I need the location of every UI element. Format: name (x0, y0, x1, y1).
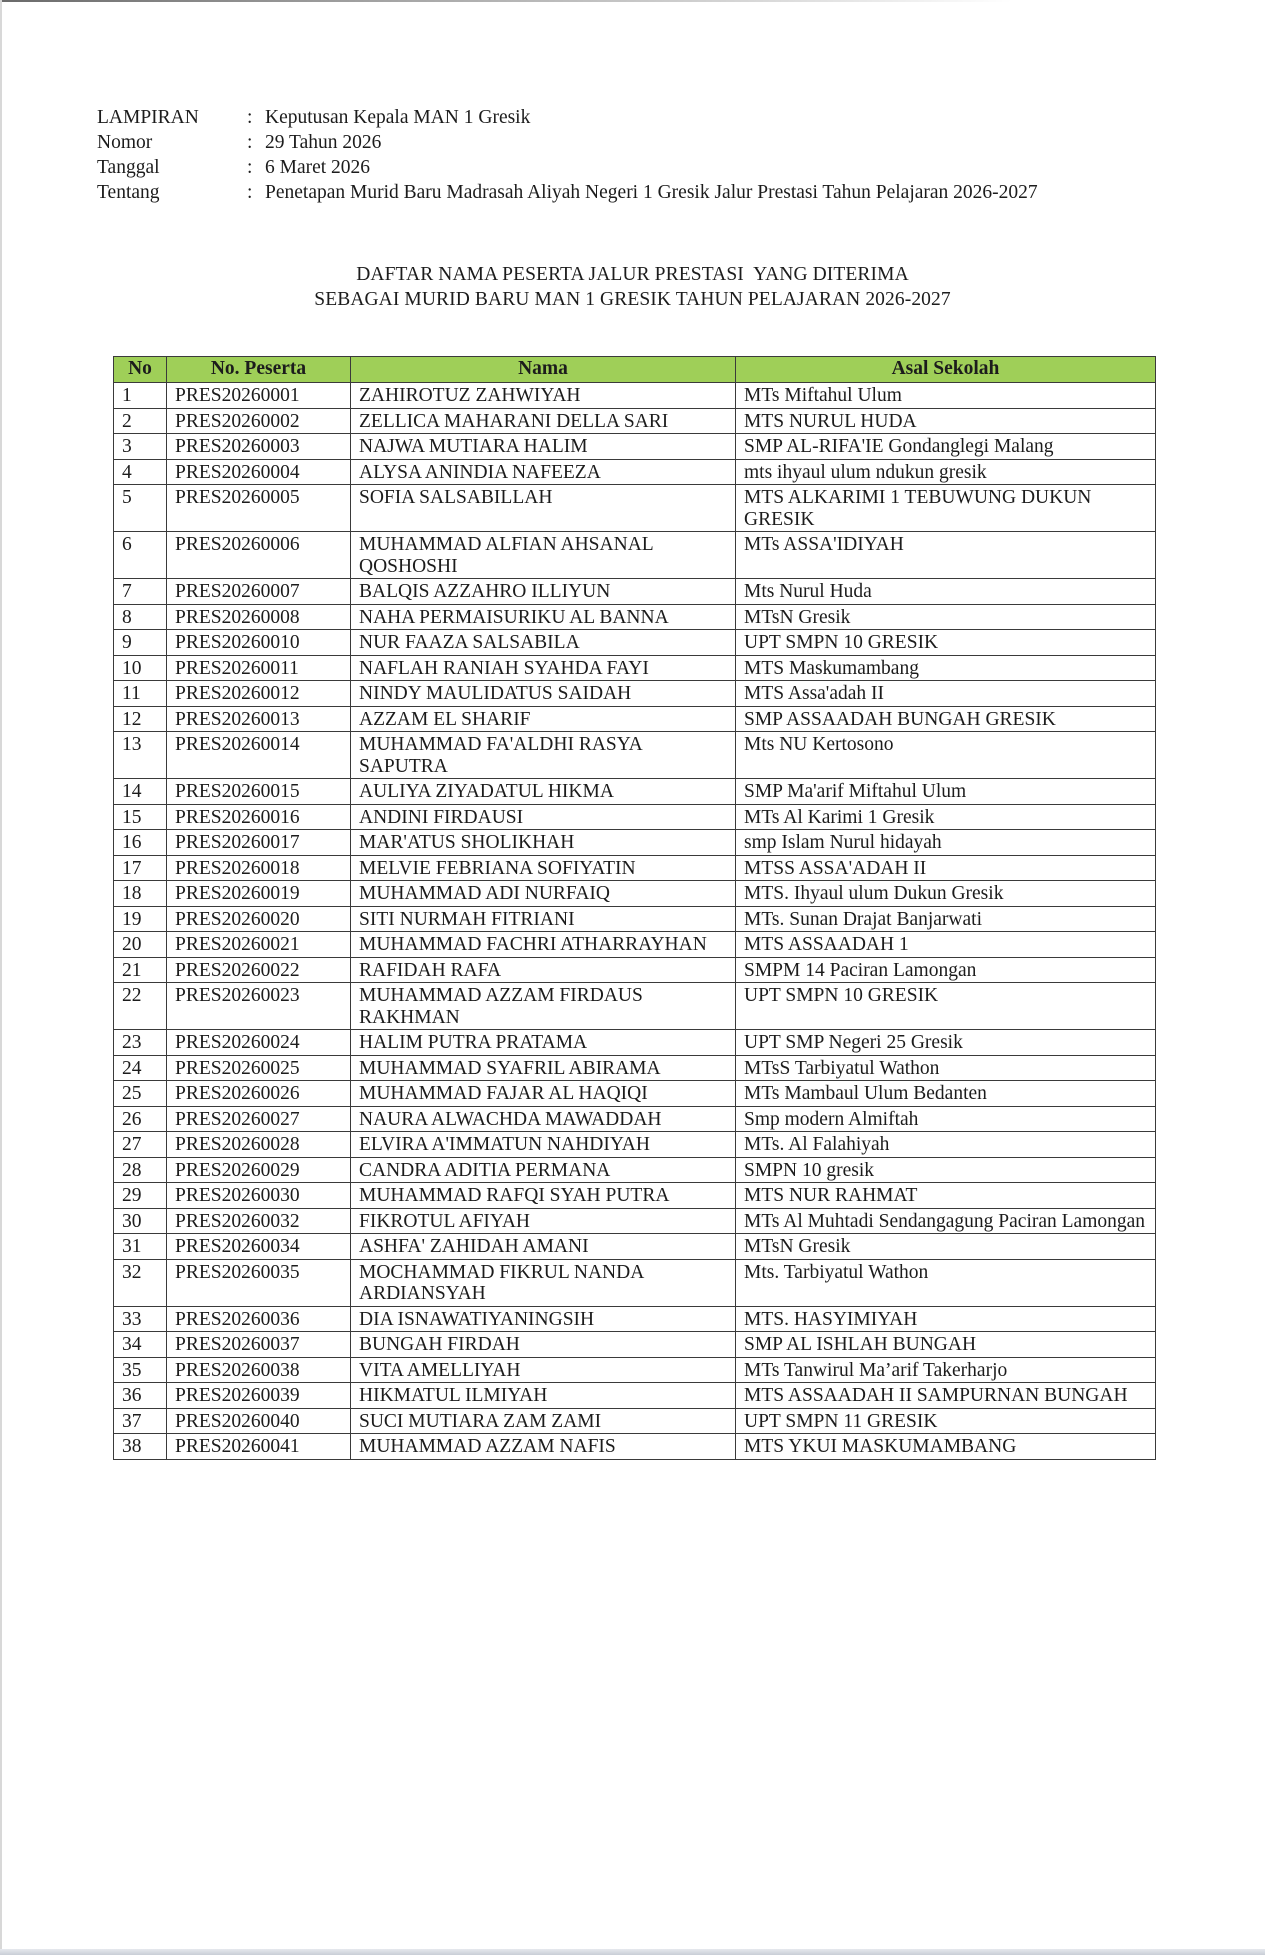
cell-no-peserta: PRES20260022 (167, 957, 351, 983)
cell-no: 16 (114, 830, 167, 856)
cell-asal-sekolah: Mts NU Kertosono (736, 732, 1156, 779)
table-row (114, 459, 1156, 485)
cell-no: 17 (114, 855, 167, 881)
table-row (114, 408, 1156, 434)
cell-no: 33 (114, 1306, 167, 1332)
cell-nama: ZAHIROTUZ ZAHWIYAH (351, 383, 736, 409)
cell-nama: MUHAMMAD FA'ALDHI RASYA SAPUTRA (351, 732, 736, 779)
table-row (114, 881, 1156, 907)
cell-no: 34 (114, 1332, 167, 1358)
cell-no-peserta: PRES20260002 (167, 408, 351, 434)
table-row (114, 706, 1156, 732)
cell-no: 32 (114, 1259, 167, 1306)
table-row (114, 434, 1156, 460)
cell-nama: BUNGAH FIRDAH (351, 1332, 736, 1358)
cell-asal-sekolah: UPT SMP Negeri 25 Gresik (736, 1030, 1156, 1056)
table-body (114, 383, 1156, 1460)
table-row (114, 1234, 1156, 1260)
cell-asal-sekolah: Smp modern Almiftah (736, 1106, 1156, 1132)
cell-asal-sekolah: MTS. Ihyaul ulum Dukun Gresik (736, 881, 1156, 907)
table-row (114, 604, 1156, 630)
cell-no-peserta: PRES20260012 (167, 681, 351, 707)
cell-no: 4 (114, 459, 167, 485)
cell-no-peserta: PRES20260030 (167, 1183, 351, 1209)
cell-no-peserta: PRES20260040 (167, 1408, 351, 1434)
cell-no: 8 (114, 604, 167, 630)
cell-no-peserta: PRES20260008 (167, 604, 351, 630)
cell-nama: SITI NURMAH FITRIANI (351, 906, 736, 932)
table-row (114, 1183, 1156, 1209)
cell-nama: MAR'ATUS SHOLIKHAH (351, 830, 736, 856)
cell-nama: NAJWA MUTIARA HALIM (351, 434, 736, 460)
scan-edge-top (0, 0, 1265, 2)
meta-key: Tentang (97, 182, 160, 203)
cell-no: 26 (114, 1106, 167, 1132)
cell-no-peserta: PRES20260034 (167, 1234, 351, 1260)
cell-no-peserta: PRES20260017 (167, 830, 351, 856)
cell-asal-sekolah: SMP AL-RIFA'IE Gondanglegi Malang (736, 434, 1156, 460)
cell-no-peserta: PRES20260039 (167, 1383, 351, 1409)
cell-asal-sekolah: MTs ASSA'IDIYAH (736, 532, 1156, 579)
cell-no: 30 (114, 1208, 167, 1234)
cell-nama: AZZAM EL SHARIF (351, 706, 736, 732)
cell-no: 1 (114, 383, 167, 409)
table-row (114, 1157, 1156, 1183)
table-row (114, 1383, 1156, 1409)
cell-no: 21 (114, 957, 167, 983)
meta-value: Keputusan Kepala MAN 1 Gresik (265, 107, 531, 128)
table-row (114, 1259, 1156, 1306)
table-row (114, 1408, 1156, 1434)
cell-asal-sekolah: MTSS ASSA'ADAH II (736, 855, 1156, 881)
cell-asal-sekolah: Mts. Tarbiyatul Wathon (736, 1259, 1156, 1306)
cell-asal-sekolah: MTs. Sunan Drajat Banjarwati (736, 906, 1156, 932)
cell-nama: NAHA PERMAISURIKU AL BANNA (351, 604, 736, 630)
cell-no-peserta: PRES20260037 (167, 1332, 351, 1358)
cell-no: 11 (114, 681, 167, 707)
table-row (114, 1306, 1156, 1332)
cell-nama: DIA ISNAWATIYANINGSIH (351, 1306, 736, 1332)
meta-key: LAMPIRAN (97, 107, 199, 128)
cell-no: 15 (114, 804, 167, 830)
table-header-row (114, 357, 1156, 383)
cell-no: 6 (114, 532, 167, 579)
cell-nama: NAURA ALWACHDA MAWADDAH (351, 1106, 736, 1132)
cell-asal-sekolah: smp Islam Nurul hidayah (736, 830, 1156, 856)
table-row (114, 779, 1156, 805)
cell-asal-sekolah: UPT SMPN 10 GRESIK (736, 630, 1156, 656)
cell-no: 28 (114, 1157, 167, 1183)
cell-nama: VITA AMELLIYAH (351, 1357, 736, 1383)
cell-no-peserta: PRES20260014 (167, 732, 351, 779)
table-row (114, 855, 1156, 881)
cell-no-peserta: PRES20260021 (167, 932, 351, 958)
cell-no-peserta: PRES20260041 (167, 1434, 351, 1460)
table-row (114, 681, 1156, 707)
cell-no: 35 (114, 1357, 167, 1383)
cell-no: 7 (114, 579, 167, 605)
cell-nama: SOFIA SALSABILLAH (351, 485, 736, 532)
cell-no: 19 (114, 906, 167, 932)
meta-colon: : (247, 182, 253, 203)
table-row (114, 1081, 1156, 1107)
cell-no-peserta: PRES20260011 (167, 655, 351, 681)
meta-colon: : (247, 132, 253, 153)
cell-no: 29 (114, 1183, 167, 1209)
cell-no-peserta: PRES20260018 (167, 855, 351, 881)
cell-asal-sekolah: MTs Al Karimi 1 Gresik (736, 804, 1156, 830)
cell-asal-sekolah: SMP ASSAADAH BUNGAH GRESIK (736, 706, 1156, 732)
cell-nama: ANDINI FIRDAUSI (351, 804, 736, 830)
meta-colon: : (247, 107, 253, 128)
accepted-students-table (113, 356, 1156, 1460)
cell-asal-sekolah: UPT SMPN 10 GRESIK (736, 983, 1156, 1030)
meta-tentang (97, 180, 1165, 205)
cell-nama: NUR FAAZA SALSABILA (351, 630, 736, 656)
cell-no: 3 (114, 434, 167, 460)
cell-nama: MELVIE FEBRIANA SOFIYATIN (351, 855, 736, 881)
cell-asal-sekolah: MTS Assa'adah II (736, 681, 1156, 707)
table-row (114, 830, 1156, 856)
cell-nama: MUHAMMAD FACHRI ATHARRAYHAN (351, 932, 736, 958)
cell-nama: MUHAMMAD FAJAR AL HAQIQI (351, 1081, 736, 1107)
cell-asal-sekolah: UPT SMPN 11 GRESIK (736, 1408, 1156, 1434)
cell-no: 18 (114, 881, 167, 907)
meta-tanggal (97, 155, 1165, 180)
cell-no: 24 (114, 1055, 167, 1081)
table-row (114, 655, 1156, 681)
cell-no: 25 (114, 1081, 167, 1107)
table-row (114, 485, 1156, 532)
cell-asal-sekolah: MTS. HASYIMIYAH (736, 1306, 1156, 1332)
meta-lampiran (97, 105, 1165, 130)
table-row (114, 1132, 1156, 1158)
cell-nama: MUHAMMAD AZZAM FIRDAUS RAKHMAN (351, 983, 736, 1030)
cell-no: 12 (114, 706, 167, 732)
document-metadata (97, 105, 1165, 205)
cell-no-peserta: PRES20260026 (167, 1081, 351, 1107)
cell-no: 36 (114, 1383, 167, 1409)
title-line-2: SEBAGAI MURID BARU MAN 1 GRESIK TAHUN PELAJARAN 2026-2027 (314, 289, 951, 310)
cell-nama: ASHFA' ZAHIDAH AMANI (351, 1234, 736, 1260)
cell-no: 13 (114, 732, 167, 779)
cell-nama: HIKMATUL ILMIYAH (351, 1383, 736, 1409)
cell-nama: BALQIS AZZAHRO ILLIYUN (351, 579, 736, 605)
cell-no-peserta: PRES20260019 (167, 881, 351, 907)
cell-nama: MUHAMMAD ALFIAN AHSANAL QOSHOSHI (351, 532, 736, 579)
cell-no: 22 (114, 983, 167, 1030)
cell-no-peserta: PRES20260035 (167, 1259, 351, 1306)
cell-no: 37 (114, 1408, 167, 1434)
cell-asal-sekolah: mts ihyaul ulum ndukun gresik (736, 459, 1156, 485)
cell-no-peserta: PRES20260027 (167, 1106, 351, 1132)
column-header-no: No (114, 357, 167, 383)
table-row (114, 383, 1156, 409)
cell-asal-sekolah: MTs Al Muhtadi Sendangagung Paciran Lamongan (736, 1208, 1156, 1234)
cell-nama: ALYSA ANINDIA NAFEEZA (351, 459, 736, 485)
meta-value: Penetapan Murid Baru Madrasah Aliyah Negeri 1 Gresik Jalur Prestasi Tahun Pelajaran 2026-2027 (265, 182, 1038, 203)
cell-asal-sekolah: MTs Tanwirul Ma’arif Takerharjo (736, 1357, 1156, 1383)
table-row (114, 1434, 1156, 1460)
cell-no-peserta: PRES20260013 (167, 706, 351, 732)
cell-no: 10 (114, 655, 167, 681)
cell-no-peserta: PRES20260029 (167, 1157, 351, 1183)
cell-asal-sekolah: MTsN Gresik (736, 1234, 1156, 1260)
cell-nama: HALIM PUTRA PRATAMA (351, 1030, 736, 1056)
cell-no-peserta: PRES20260015 (167, 779, 351, 805)
cell-no: 20 (114, 932, 167, 958)
table-row (114, 1030, 1156, 1056)
cell-no-peserta: PRES20260020 (167, 906, 351, 932)
cell-no: 27 (114, 1132, 167, 1158)
cell-asal-sekolah: SMP AL ISHLAH BUNGAH (736, 1332, 1156, 1358)
cell-no: 5 (114, 485, 167, 532)
cell-nama: RAFIDAH RAFA (351, 957, 736, 983)
cell-asal-sekolah: MTS YKUI MASKUMAMBANG (736, 1434, 1156, 1460)
cell-no: 23 (114, 1030, 167, 1056)
cell-asal-sekolah: MTs. Al Falahiyah (736, 1132, 1156, 1158)
cell-nama: MOCHAMMAD FIKRUL NANDA ARDIANSYAH (351, 1259, 736, 1306)
cell-asal-sekolah: MTs Mambaul Ulum Bedanten (736, 1081, 1156, 1107)
cell-no-peserta: PRES20260016 (167, 804, 351, 830)
cell-no-peserta: PRES20260036 (167, 1306, 351, 1332)
cell-asal-sekolah: SMPN 10 gresik (736, 1157, 1156, 1183)
title-line-1: DAFTAR NAMA PESERTA JALUR PRESTASI YANG DITERIMA (356, 264, 909, 285)
cell-asal-sekolah: Mts Nurul Huda (736, 579, 1156, 605)
table-row (114, 532, 1156, 579)
cell-nama: MUHAMMAD RAFQI SYAH PUTRA (351, 1183, 736, 1209)
cell-no: 2 (114, 408, 167, 434)
table-row (114, 579, 1156, 605)
cell-asal-sekolah: MTsN Gresik (736, 604, 1156, 630)
cell-nama: MUHAMMAD ADI NURFAIQ (351, 881, 736, 907)
cell-no: 14 (114, 779, 167, 805)
meta-value: 6 Maret 2026 (265, 157, 371, 178)
cell-asal-sekolah: MTS NURUL HUDA (736, 408, 1156, 434)
table-row (114, 804, 1156, 830)
meta-key: Nomor (97, 132, 153, 153)
column-header-asal-sekolah: Asal Sekolah (736, 357, 1156, 383)
cell-no-peserta: PRES20260024 (167, 1030, 351, 1056)
cell-nama: NINDY MAULIDATUS SAIDAH (351, 681, 736, 707)
cell-no-peserta: PRES20260028 (167, 1132, 351, 1158)
cell-no-peserta: PRES20260005 (167, 485, 351, 532)
meta-value: 29 Tahun 2026 (265, 132, 382, 153)
cell-nama: CANDRA ADITIA PERMANA (351, 1157, 736, 1183)
cell-no-peserta: PRES20260001 (167, 383, 351, 409)
table-row (114, 983, 1156, 1030)
cell-no: 31 (114, 1234, 167, 1260)
cell-no: 9 (114, 630, 167, 656)
meta-key: Tanggal (97, 157, 160, 178)
scan-edge-bottom (0, 1949, 1265, 1955)
cell-no-peserta: PRES20260032 (167, 1208, 351, 1234)
table-row (114, 1106, 1156, 1132)
cell-asal-sekolah: MTS ASSAADAH II SAMPURNAN BUNGAH (736, 1383, 1156, 1409)
cell-asal-sekolah: SMPM 14 Paciran Lamongan (736, 957, 1156, 983)
cell-no-peserta: PRES20260025 (167, 1055, 351, 1081)
cell-no-peserta: PRES20260010 (167, 630, 351, 656)
cell-nama: MUHAMMAD AZZAM NAFIS (351, 1434, 736, 1460)
meta-nomor (97, 130, 1165, 155)
table-row (114, 1357, 1156, 1383)
cell-no-peserta: PRES20260004 (167, 459, 351, 485)
cell-asal-sekolah: SMP Ma'arif Miftahul Ulum (736, 779, 1156, 805)
cell-no-peserta: PRES20260038 (167, 1357, 351, 1383)
cell-no: 38 (114, 1434, 167, 1460)
cell-asal-sekolah: MTS NUR RAHMAT (736, 1183, 1156, 1209)
table-row (114, 957, 1156, 983)
cell-nama: NAFLAH RANIAH SYAHDA FAYI (351, 655, 736, 681)
cell-asal-sekolah: MTsS Tarbiyatul Wathon (736, 1055, 1156, 1081)
cell-no-peserta: PRES20260023 (167, 983, 351, 1030)
cell-nama: SUCI MUTIARA ZAM ZAMI (351, 1408, 736, 1434)
column-header-nama: Nama (351, 357, 736, 383)
cell-nama: MUHAMMAD SYAFRIL ABIRAMA (351, 1055, 736, 1081)
table-row (114, 630, 1156, 656)
table-row (114, 1208, 1156, 1234)
cell-no-peserta: PRES20260007 (167, 579, 351, 605)
table-row (114, 1055, 1156, 1081)
column-header-no-peserta: No. Peserta (167, 357, 351, 383)
cell-nama: AULIYA ZIYADATUL HIKMA (351, 779, 736, 805)
table-row (114, 1332, 1156, 1358)
cell-asal-sekolah: MTS ASSAADAH 1 (736, 932, 1156, 958)
cell-asal-sekolah: MTS Maskumambang (736, 655, 1156, 681)
cell-asal-sekolah: MTs Miftahul Ulum (736, 383, 1156, 409)
cell-no-peserta: PRES20260006 (167, 532, 351, 579)
cell-nama: ELVIRA A'IMMATUN NAHDIYAH (351, 1132, 736, 1158)
table-row (114, 732, 1156, 779)
cell-no-peserta: PRES20260003 (167, 434, 351, 460)
table-row (114, 906, 1156, 932)
table-row (114, 932, 1156, 958)
cell-asal-sekolah: MTS ALKARIMI 1 TEBUWUNG DUKUN GRESIK (736, 485, 1156, 532)
meta-colon: : (247, 157, 253, 178)
cell-nama: ZELLICA MAHARANI DELLA SARI (351, 408, 736, 434)
cell-nama: FIKROTUL AFIYAH (351, 1208, 736, 1234)
document-title (0, 262, 1265, 312)
